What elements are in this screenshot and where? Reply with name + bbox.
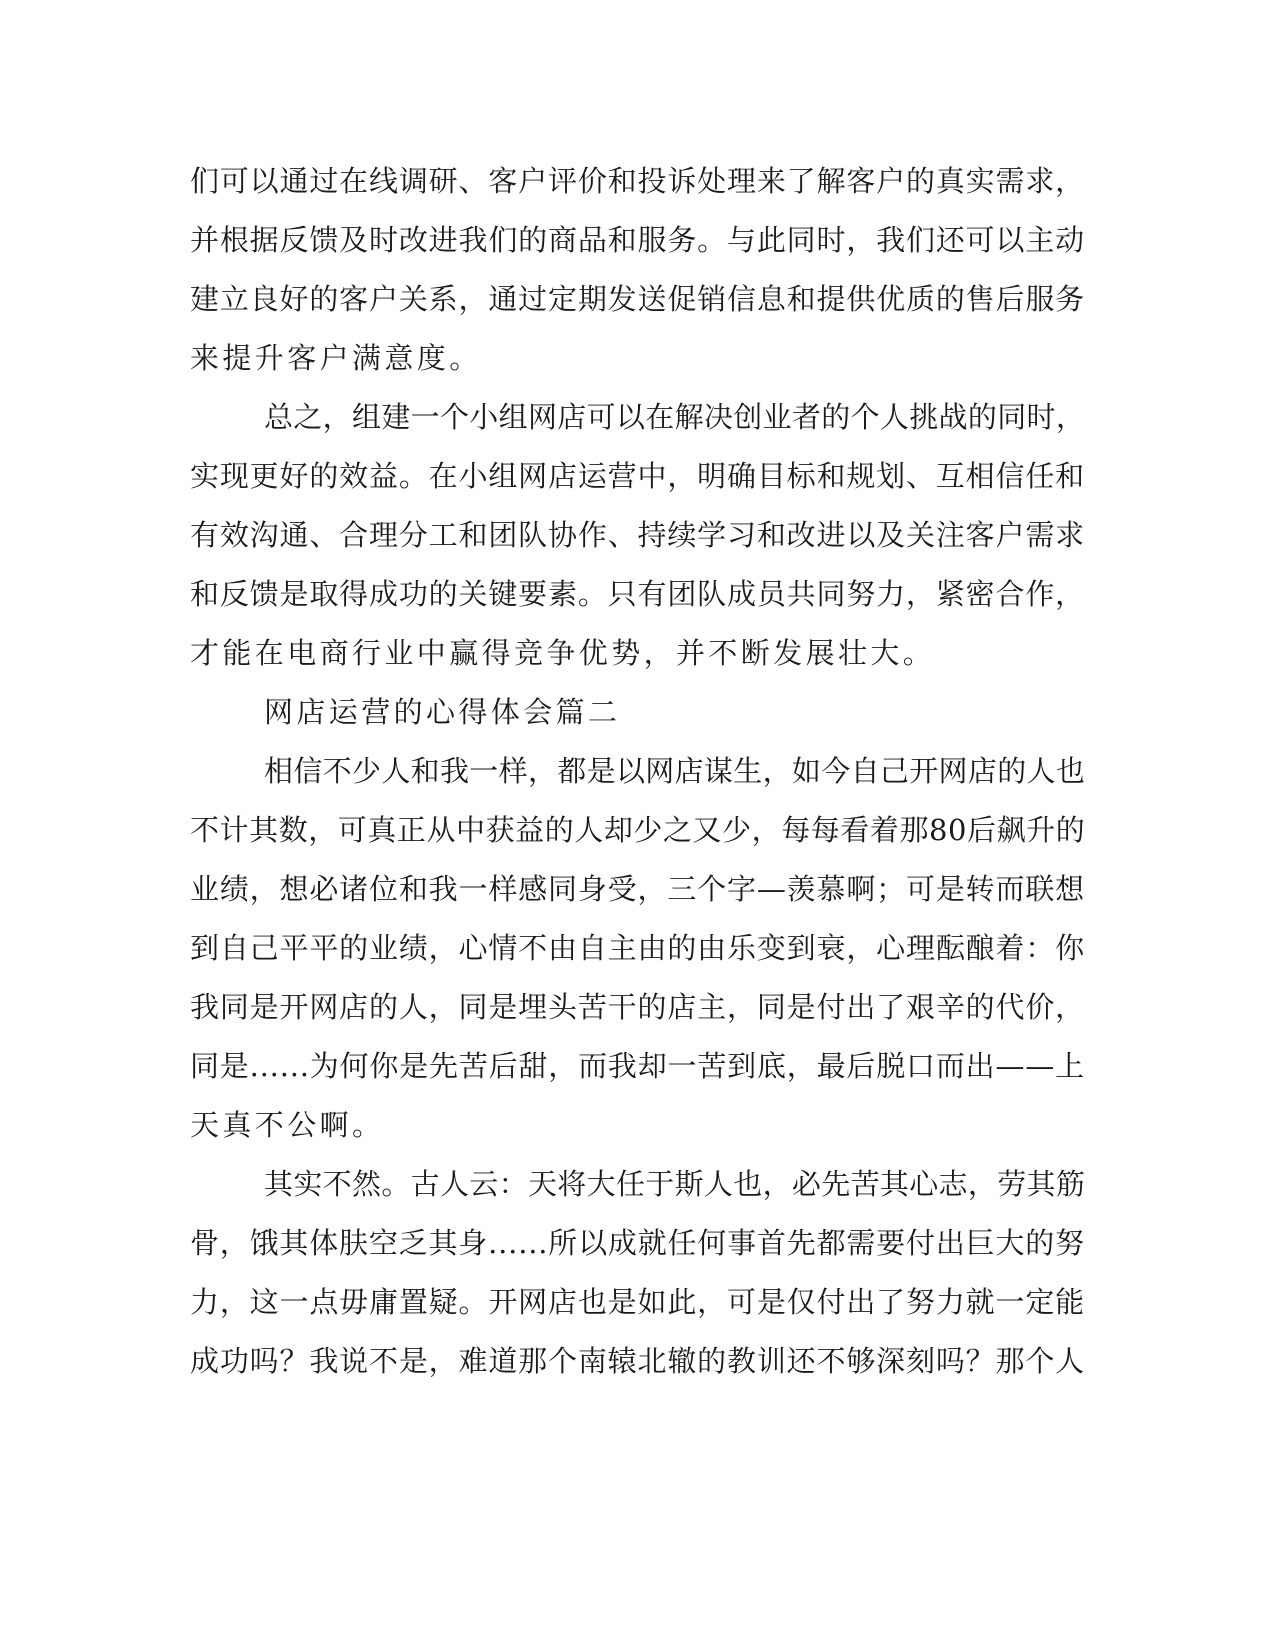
text-line: 和反馈是取得成功的关键要素。只有团队成员共同努力，紧密合作，	[190, 577, 1086, 611]
text-line: 建立良好的客户关系，通过定期发送促销信息和提供优质的售后服务	[190, 282, 1086, 316]
text-line: 不计其数，可真正从中获益的人却少之又少，每每看着那80后飙升的	[190, 813, 1086, 847]
text-line: 力，这一点毋庸置疑。开网店也是如此，可是仅付出了努力就一定能	[190, 1285, 1086, 1319]
text-line: 同是......为何你是先苦后甜，而我却一苦到底，最后脱口而出——上	[190, 1049, 1085, 1083]
text-line: 业绩，想必诸位和我一样感同身受，三个字—羡慕啊；可是转而联想	[190, 872, 1086, 906]
paragraph-start-line: 其实不然。古人云：天将大任于斯人也，必先苦其心志，劳其筋	[264, 1167, 1086, 1201]
text-line: 并根据反馈及时改进我们的商品和服务。与此同时，我们还可以主动	[190, 223, 1086, 257]
text-line: 实现更好的效益。在小组网店运营中，明确目标和规划、互相信任和	[190, 459, 1086, 493]
text-line: 们可以通过在线调研、客户评价和投诉处理来了解客户的真实需求，	[190, 164, 1086, 198]
text-line: 骨，饿其体肤空乏其身......所以成就任何事首先都需要付出巨大的努	[190, 1226, 1085, 1260]
text-line: 才能在电商行业中赢得竞争优势，并不断发展壮大。	[190, 636, 936, 670]
text-line: 来提升客户满意度。	[190, 341, 482, 375]
text-line: 成功吗？我说不是，难道那个南辕北辙的教训还不够深刻吗？那个人	[190, 1344, 1086, 1378]
text-line: 天真不公啊。	[190, 1108, 385, 1142]
text-line: 到自己平平的业绩，心情不由自主由的由乐变到衰，心理酝酿着：你	[190, 931, 1086, 965]
section-heading: 网店运营的心得体会篇二	[264, 695, 621, 729]
text-line: 我同是开网店的人，同是埋头苦干的店主，同是付出了艰辛的代价，	[190, 990, 1086, 1024]
paragraph-start-line: 总之，组建一个小组网店可以在解决创业者的个人挑战的同时，	[264, 400, 1086, 434]
paragraph-start-line: 相信不少人和我一样，都是以网店谋生，如今自己开网店的人也	[264, 754, 1086, 788]
text-line: 有效沟通、合理分工和团队协作、持续学习和改进以及关注客户需求	[190, 518, 1086, 552]
